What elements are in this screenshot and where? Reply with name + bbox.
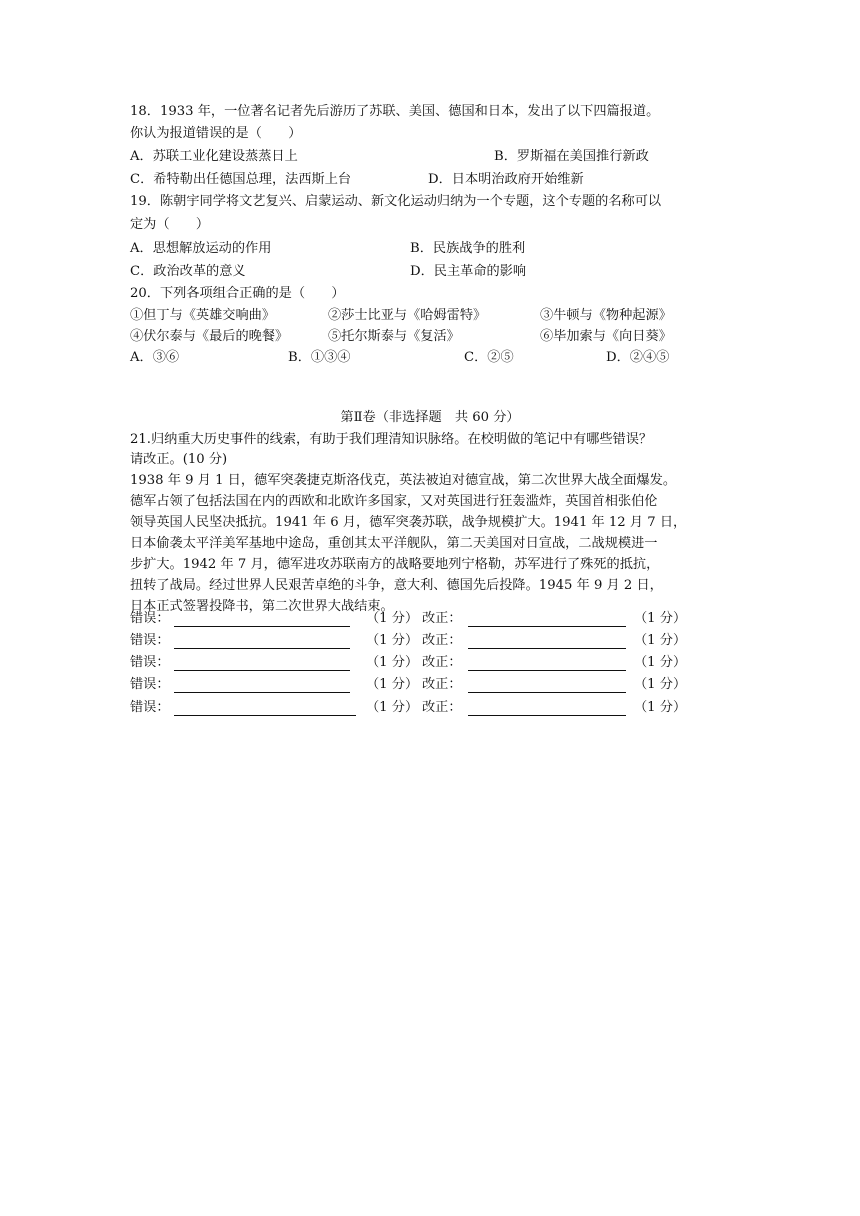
error-blank[interactable] [174, 635, 350, 649]
error-label: 错误： [130, 611, 170, 626]
error-label: 错误： [130, 700, 170, 715]
q21-passage-line3: 领导英国人民坚决抵抗。1941 年 6 月，德军突袭苏联，战争规模扩大。1941 年 12 月 7 日， [130, 515, 687, 530]
fix-label: 改正： [422, 611, 462, 626]
score-label: （1 分） [634, 677, 687, 692]
fix-blank[interactable] [468, 635, 626, 649]
score-label: （1 分） [366, 633, 419, 648]
q20-item-1: ①但丁与《英雄交响曲》 [130, 308, 276, 323]
score-label: （1 分） [366, 700, 419, 715]
error-blank[interactable] [174, 657, 350, 671]
q20-item-6: ⑥毕加索与《向日葵》 [540, 329, 672, 344]
q20-stem: 20．下列各项组合正确的是（ ） [130, 286, 345, 301]
q19-option-a: A．思想解放运动的作用 [130, 241, 272, 256]
answer-row [130, 633, 730, 649]
q21-passage-line4: 日本偷袭太平洋美军基地中途岛，重创其太平洋舰队，第二天美国对日宣战，二战规模进一 [130, 536, 658, 551]
q20-item-5: ⑤托尔斯泰与《复活》 [328, 329, 460, 344]
q21-passage-line2: 德军占领了包括法国在内的西欧和北欧许多国家，又对英国进行狂轰滥炸，英国首相张伯伦 [130, 494, 658, 509]
q21-stem-line2: 请改正。(10 分) [130, 452, 228, 467]
error-label: 错误： [130, 677, 170, 692]
error-blank[interactable] [174, 613, 350, 627]
q18-stem-line2: 你认为报道错误的是（ ） [130, 126, 302, 141]
q20-option-c: C．②⑤ [464, 350, 514, 365]
q20-option-d: D．②④⑤ [606, 350, 670, 365]
fix-label: 改正： [422, 633, 462, 648]
error-blank[interactable] [174, 679, 350, 693]
score-label: （1 分） [634, 700, 687, 715]
q19-stem-line2: 定为（ ） [130, 217, 210, 232]
score-label: （1 分） [366, 611, 419, 626]
q21-passage-line5: 步扩大。1942 年 7 月，德军进攻苏联南方的战略要地列宁格勒，苏军进行了殊死的抵抗， [130, 557, 660, 572]
fix-blank[interactable] [468, 702, 626, 716]
q18-option-a: A．苏联工业化建设蒸蒸日上 [130, 149, 298, 164]
error-blank[interactable] [174, 702, 356, 716]
error-label: 错误： [130, 633, 170, 648]
q19-option-b: B．民族战争的胜利 [410, 241, 526, 256]
answer-row [130, 700, 730, 716]
q18-option-c: C．希特勒出任德国总理，法西斯上台 [130, 172, 352, 187]
q21-passage-line6: 扭转了战局。经过世界人民艰苦卓绝的斗争，意大利、德国先后投降。1945 年 9 月 2 日， [130, 578, 663, 593]
fix-blank[interactable] [468, 657, 626, 671]
answer-row [130, 655, 730, 671]
answer-row [130, 677, 730, 693]
score-label: （1 分） [366, 677, 419, 692]
score-label: （1 分） [634, 633, 687, 648]
q20-item-4: ④伏尔泰与《最后的晚餐》 [130, 329, 289, 344]
fix-blank[interactable] [468, 679, 626, 693]
q19-option-d: D．民主革命的影响 [410, 264, 527, 279]
q20-option-a: A．③⑥ [130, 350, 180, 365]
q19-stem-line1: 19．陈朝宇同学将文艺复兴、启蒙运动、新文化运动归纳为一个专题，这个专题的名称可以 [130, 194, 662, 209]
q20-item-2: ②莎士比亚与《哈姆雷特》 [328, 308, 487, 323]
q21-passage-line7: 日本正式签署投降书，第二次世界大战结束。 [130, 599, 394, 614]
q18-option-d: D．日本明治政府开始维新 [428, 172, 584, 187]
answer-row [130, 611, 730, 627]
q19-option-c: C．政治改革的意义 [130, 264, 246, 279]
q20-option-b: B．①③④ [288, 350, 351, 365]
score-label: （1 分） [634, 655, 687, 670]
q20-item-3: ③牛顿与《物种起源》 [540, 308, 672, 323]
fix-label: 改正： [422, 700, 462, 715]
fix-blank[interactable] [468, 613, 626, 627]
fix-label: 改正： [422, 655, 462, 670]
score-label: （1 分） [634, 611, 687, 626]
q21-stem-line1: 21.归纳重大历史事件的线索，有助于我们理清知识脉络。在校明做的笔记中有哪些错误？ [130, 432, 653, 447]
q18-stem-line1: 18．1933 年，一位著名记者先后游历了苏联、美国、德国和日本，发出了以下四篇报道。 [130, 104, 660, 119]
fix-label: 改正： [422, 677, 462, 692]
q21-passage-line1: 1938 年 9 月 1 日，德军突袭捷克斯洛伐克，英法被迫对德宣战，第二次世界大战全面爆发。 [130, 473, 677, 488]
section-2-title: 第Ⅱ卷（非选择题 共 60 分） [340, 410, 520, 425]
q18-option-b: B．罗斯福在美国推行新政 [494, 149, 649, 164]
score-label: （1 分） [366, 655, 419, 670]
error-label: 错误： [130, 655, 170, 670]
